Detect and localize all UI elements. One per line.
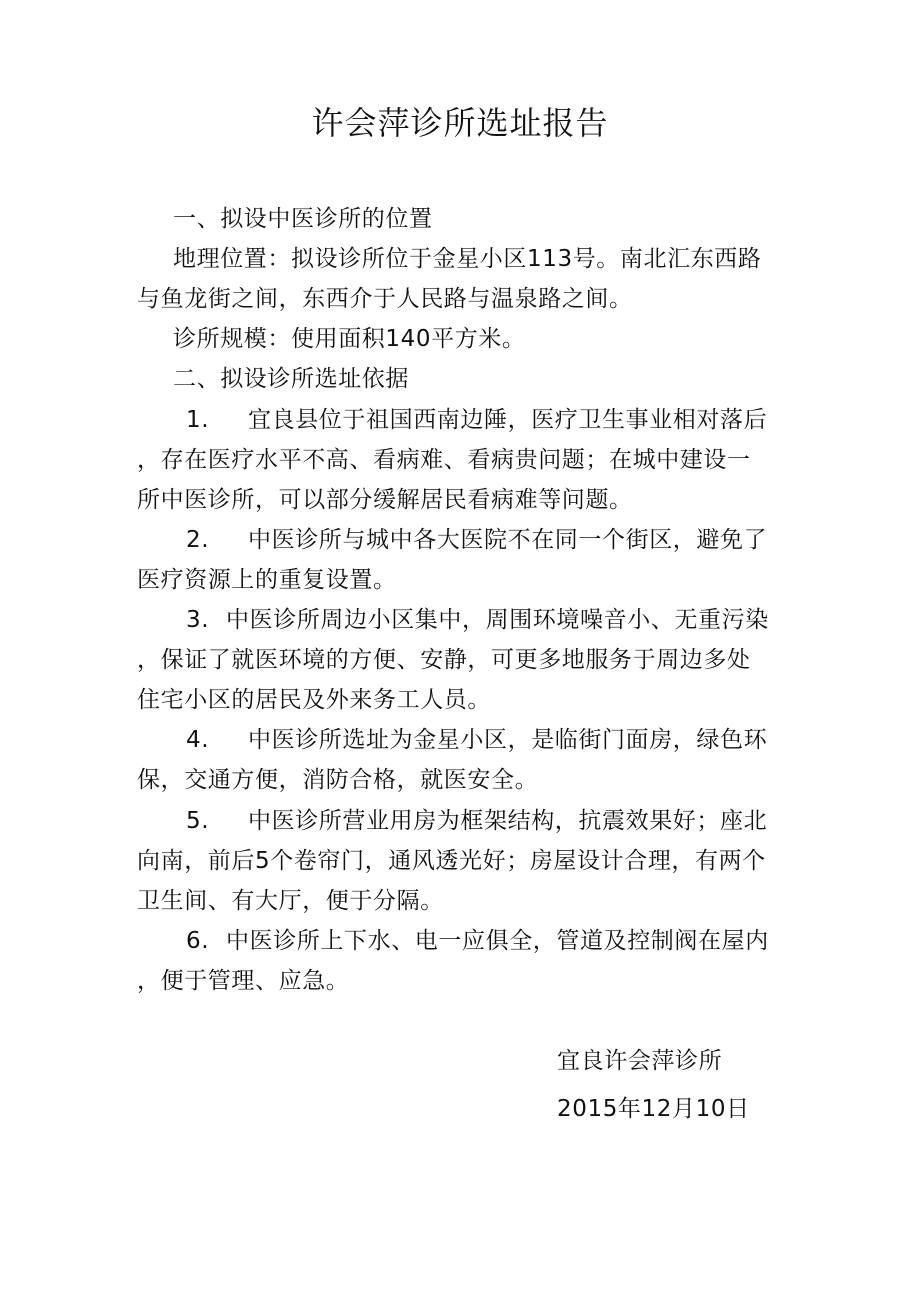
- document-title: 许会萍诊所选址报告: [311, 104, 609, 142]
- list-item-4-line-2: 保，交通方便，消防合格，就医安全。: [137, 767, 539, 793]
- scale-paragraph: 诊所规模：使用面积140平方米。: [173, 326, 526, 352]
- location-paragraph-line-2: 与鱼龙街之间，东西介于人民路与温泉路之间。: [137, 286, 633, 312]
- list-item-text: 中医诊所周边小区集中，周围环境噪音小、无重污染: [226, 607, 769, 633]
- location-paragraph-line-1: 地理位置：拟设诊所位于金星小区113号。南北汇东西路: [173, 246, 762, 272]
- list-item-number: 6.: [186, 928, 210, 954]
- list-item-number: 5.: [186, 808, 210, 834]
- list-item-5-line-2: 向南，前后5个卷帘门，通风透光好；房屋设计合理，有两个: [137, 848, 766, 874]
- list-item-text: 中医诊所选址为金星小区，是临街门面房，绿色环: [248, 727, 768, 753]
- list-item-3-line-1: [186, 600, 769, 640]
- list-item-5-line-3: 卫生间、有大厅，便于分隔。: [137, 888, 444, 914]
- list-item-text: 中医诊所与城中各大医院不在同一个街区，避免了: [248, 527, 768, 553]
- list-item-text: 中医诊所营业用房为框架结构，抗震效果好；座北: [248, 808, 768, 834]
- list-item-6-line-2: ，便于管理、应急。: [137, 968, 350, 994]
- list-item-number: 3.: [186, 607, 210, 633]
- section-1-heading: 一、拟设中医诊所的位置: [173, 206, 433, 232]
- list-item-number: 2.: [186, 527, 210, 553]
- signature-date: 2015年12月10日: [557, 1096, 750, 1122]
- list-item-number: 4.: [186, 727, 210, 753]
- list-item-text: 中医诊所上下水、电一应俱全，管道及控制阀在屋内: [226, 928, 769, 954]
- list-item-4-line-1: [186, 720, 767, 760]
- list-item-1-line-1: [186, 400, 767, 440]
- list-item-6-line-1: [186, 921, 769, 961]
- list-item-2-line-2: 医疗资源上的重复设置。: [137, 567, 397, 593]
- list-item-1-line-3: 所中医诊所，可以部分缓解居民看病难等问题。: [137, 487, 633, 513]
- list-item-5-line-1: [186, 801, 767, 841]
- list-item-2-line-1: [186, 520, 767, 560]
- list-item-1-line-2: ，存在医疗水平不高、看病难、看病贵问题；在城中建设一: [137, 447, 751, 473]
- list-item-3-line-3: 住宅小区的居民及外来务工人员。: [137, 687, 491, 713]
- section-2-heading: 二、拟设诊所选址依据: [173, 366, 409, 392]
- list-item-3-line-2: ，保证了就医环境的方便、安静，可更多地服务于周边多处: [137, 647, 751, 673]
- list-item-number: 1.: [186, 407, 210, 433]
- signature-organization: 宜良许会萍诊所: [557, 1048, 723, 1074]
- list-item-text: 宜良县位于祖国西南边陲，医疗卫生事业相对落后: [248, 407, 768, 433]
